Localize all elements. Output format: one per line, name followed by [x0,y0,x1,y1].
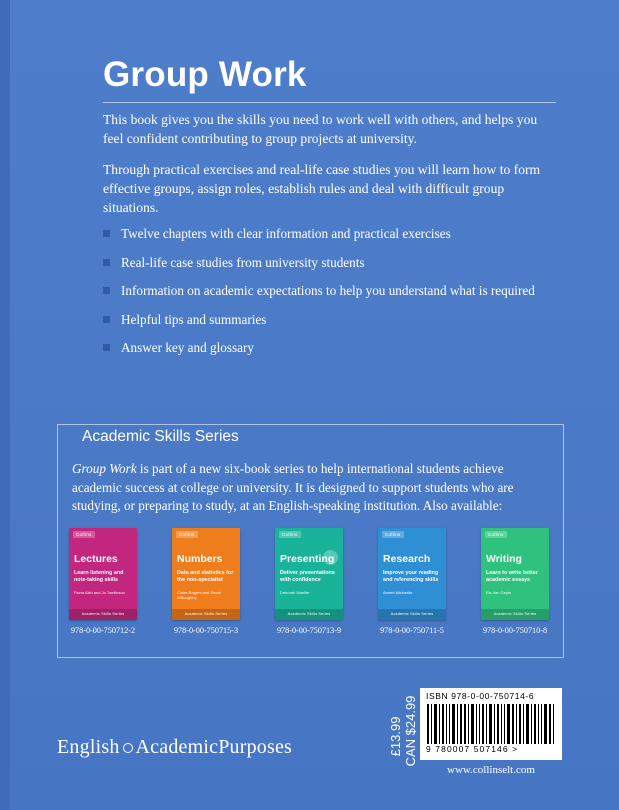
website-url[interactable]: www.collinselt.com [447,764,535,776]
list-item [103,254,563,272]
book-isbn-lectures: 978-0-00-750712-2 [70,626,136,635]
book-cover-series-label: Academic Skills Series [378,609,446,620]
list-item [103,225,563,243]
book-cover-subtitle: Deliver presentations with confidence [280,570,335,583]
price-rotated [388,692,418,770]
list-item-label: Helpful tips and summaries [121,311,267,327]
book-isbn-presenting: 978-0-00-750713-9 [276,626,342,635]
book-cover-numbers[interactable] [172,528,240,620]
collins-logo: Collins [73,531,95,538]
list-item-label: Information on academic expectations to help you understand what is required [121,283,535,298]
intro-paragraph-1: This book gives you the skills you need to work well with others, and helps you feel confident contributing to group projects at university. [103,112,538,146]
book-cover-author: Claire Rogers and Stuart Willoughby [177,590,222,600]
book-cover-series-label: Academic Skills Series [172,609,240,620]
bullet-square-icon [103,230,110,237]
title-divider [103,102,556,103]
collins-logo: Collins [176,531,198,538]
barcode [420,688,562,760]
brand-word-purposes: Purposes [218,736,293,758]
book-cover-title: Lectures [74,553,118,565]
price-can: CAN $24.99 [403,695,418,767]
price-gbp: £13.99 [388,716,403,757]
publisher-brand [57,736,292,759]
series-book-covers [69,528,549,648]
spine-edge [0,0,10,810]
book-cover-writing[interactable] [481,528,549,620]
series-description-lead: Group Work [72,461,137,476]
book-cover-author: Fiona Aish and Jo Tomlinson [74,590,125,595]
book-cover-presenting[interactable] [275,528,343,620]
book-cover-series-label: Academic Skills Series [481,609,549,620]
series-description [72,460,546,516]
price-block [388,690,418,768]
list-item [103,282,563,300]
book-cover-title: Presenting [280,553,335,565]
book-cover-series-label: Academic Skills Series [275,609,343,620]
barcode-bars-icon [427,704,555,744]
book-cover-subtitle: Data and statistics for the non-specialist [177,570,234,583]
book-cover-author: Annett Michaelis [383,590,413,595]
book-isbn-numbers: 978-0-00-750715-3 [173,626,239,635]
book-cover-title: Writing [486,553,522,565]
collins-logo: Collins [382,531,404,538]
barcode-isbn-label: ISBN 978-0-00-750714-6 [426,691,535,701]
book-cover-subtitle: Improve your reading and referencing skills [383,570,439,583]
series-heading: Academic Skills Series [72,427,251,447]
book-isbn-writing: 978-0-00-750710-8 [482,626,548,635]
book-cover-subtitle: Learn to write better academic essays [486,570,538,583]
book-isbn-research: 978-0-00-750711-5 [380,626,444,635]
collins-logo: Collins [485,531,507,538]
bullet-square-icon [103,316,110,323]
list-item [103,311,563,329]
book-cover-title: Research [383,553,431,565]
book-cover-series-label: Academic Skills Series [69,609,137,620]
feature-bullet-list [103,225,563,368]
barcode-suffix: > [512,744,519,754]
page-title: Group Work [103,55,307,94]
collins-logo: Collins [279,531,301,538]
circle-separator-icon [123,743,133,753]
list-item-label: Twelve chapters with clear information and practical exercises [121,226,451,241]
book-cover-lectures[interactable] [69,528,137,620]
list-item-label: Real-life case studies from university students [121,254,365,270]
book-cover-author: Deborah Mueller [280,590,310,595]
brand-word-academic: Academic [135,736,219,758]
brand-word-english: English [57,736,120,758]
intro-paragraph-2: Through practical exercises and real-life case studies you will learn how to form effective groups, assign roles, establish rules and deal with difficult group situations. [103,162,541,215]
bullet-square-icon [103,259,110,266]
series-description-rest: is part of a new six-book series to help international students achieve academic success at college or university. It is designed to support students who are studying, or preparing to study, at an English-speaking institution. Also available: [72,461,514,513]
list-item-label: Answer key and glossary [121,340,254,355]
bullet-square-icon [103,344,110,351]
book-cover-subtitle: Learn listening and note-taking skills [74,570,124,583]
barcode-number: 9 780007 507146 [426,744,509,754]
list-item [103,339,563,357]
book-cover-title: Numbers [177,553,223,565]
book-cover-research[interactable] [378,528,446,620]
book-cover-author: Els Van Geyte [486,590,512,595]
bullet-square-icon [103,287,110,294]
barcode-digits [426,744,518,754]
